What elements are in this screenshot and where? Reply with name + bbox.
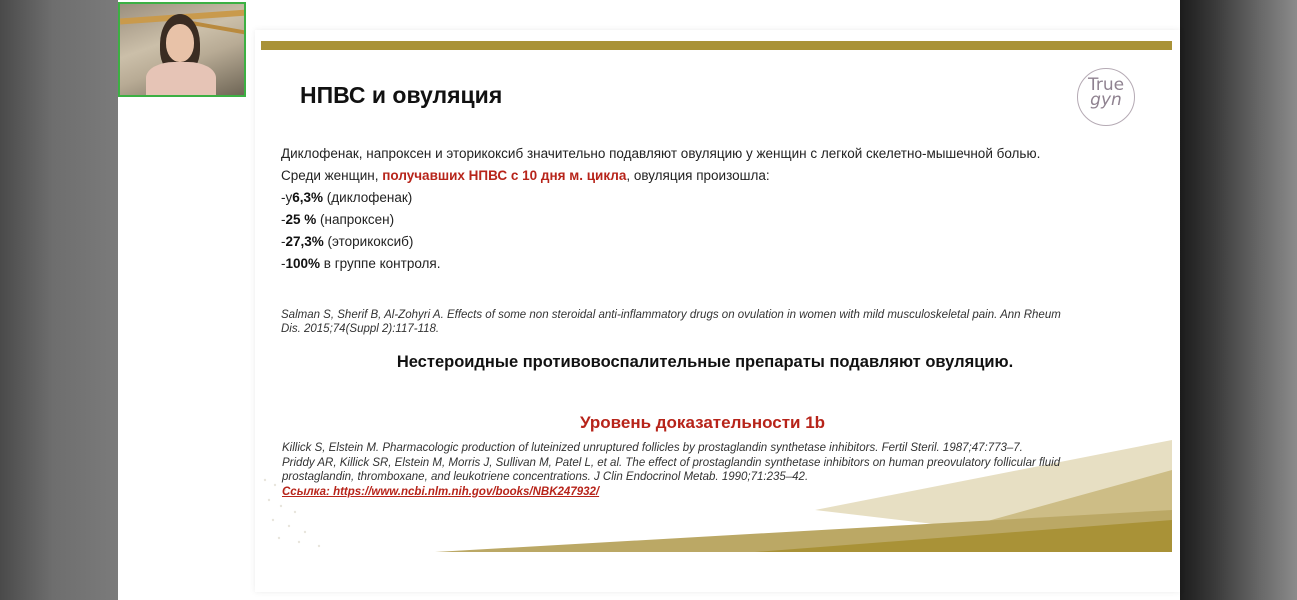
reference-killick: Killick S, Elstein M. Pharmacologic production of luteinized unruptured follicles by prostaglandin synthetase inhibitors. Fertil Steril. 1987;47:773–7. [282, 442, 1023, 454]
list-item-prefix: - [281, 212, 286, 227]
list-item [281, 231, 1161, 253]
logo-line-2: gyn [1090, 90, 1122, 110]
slide [255, 30, 1180, 592]
webcam-presenter-body [146, 62, 216, 97]
left-background-strip [0, 0, 118, 600]
evidence-level: Уровень доказательности 1b [579, 413, 826, 432]
list-item-value: 27,3% [285, 234, 324, 249]
list-item-value: 25 % [285, 212, 317, 227]
among-suffix: , овуляция произошла: [626, 168, 770, 183]
among-line [281, 165, 1161, 187]
list-item [281, 253, 1161, 275]
list-item-label: (диклофенак) [323, 190, 413, 205]
list-item [281, 209, 1161, 231]
list-item-label: (эторикоксиб) [323, 234, 414, 249]
list-item-value: 6,3% [292, 190, 324, 205]
webcam-thumbnail[interactable] [118, 2, 246, 97]
slide-header-bar [261, 41, 1172, 50]
list-item-label: в группе контроля. [320, 256, 441, 271]
list-item-prefix: - [281, 234, 286, 249]
right-background-strip [1180, 0, 1297, 600]
slide-title: НПВС и овуляция [300, 82, 503, 108]
list-item [281, 187, 1161, 209]
intro-text: Диклофенак, напроксен и эторикоксиб значительно подавляют овуляцию у женщин с легкой скелетно-мышечной болью. [281, 146, 1041, 161]
slide-body [281, 143, 1161, 275]
among-prefix: Среди женщин, [281, 168, 383, 183]
among-highlight: получавших НПВС с 10 дня м. цикла [382, 168, 627, 183]
truegyn-logo [1077, 68, 1135, 126]
reference-priddy: Priddy AR, Killick SR, Elstein M, Morris J, Sullivan M, Patel L, et al. The effect of prostaglandin synthetase inhibitors on human preovulatory follicular fluid prostaglandin, thromboxane, and leukotriene concentrations. J Clin Endocrinol Metab. 1990;71:235–42. [282, 456, 1061, 483]
source-link[interactable]: Ссылка: https://www.ncbi.nlm.nih.gov/books/NBK247932/ [282, 485, 600, 498]
list-item-prefix: - [281, 256, 286, 271]
list-item-label: (напроксен) [316, 212, 395, 227]
list-item-value: 100% [285, 256, 321, 271]
webcam-presenter-face [166, 24, 194, 62]
logo-line-1: True [1087, 75, 1125, 95]
references-block [282, 441, 1102, 499]
list-item-prefix: -у [281, 190, 293, 205]
slide-conclusion: Нестероидные противовоспалительные препараты подавляют овуляцию. [396, 353, 1014, 371]
reference-salman: Salman S, Sherif B, Al-Zohyri A. Effects of some non steroidal anti-inflammatory drugs on ovulation in women with mild musculoskeletal pain. Ann Rheum Dis. 2015;74(Suppl 2):117-118. [281, 309, 1061, 335]
